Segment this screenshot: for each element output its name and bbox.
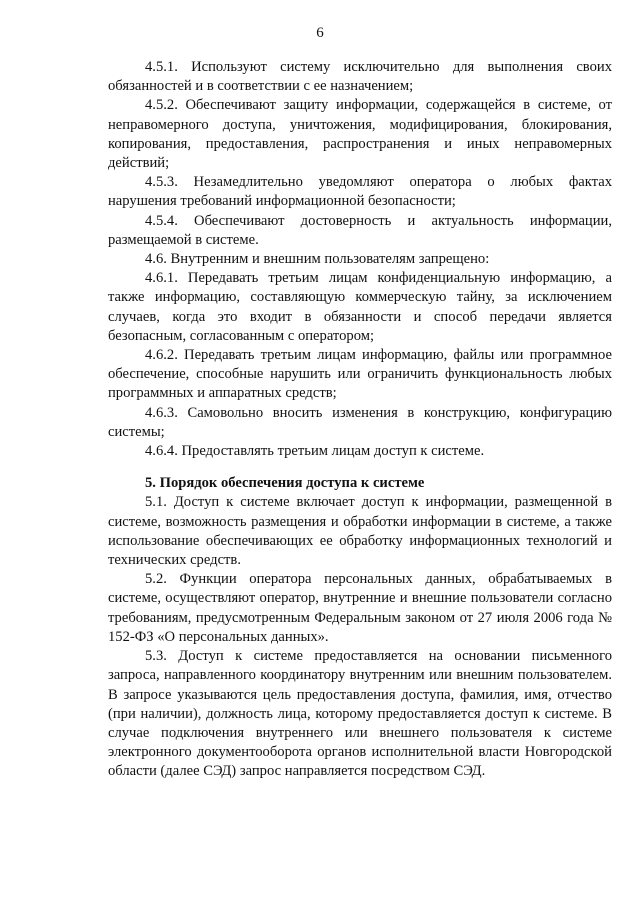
paragraph-4-6-4: 4.6.4. Предоставлять третьим лицам доступ к системе. [145, 443, 485, 460]
paragraph-4-6-3: 4.6.3. Самовольно вносить изменения в конструкцию, конфигурацию системы; [108, 404, 612, 440]
paragraph-4-6-1: 4.6.1. Передавать третьим лицам конфиденциальную информацию, а также информацию, составляющую коммерческую тайну, за исключением случаев, когда это входит в обязанности и способ передачи является безопасным, согласованным с оператором; [108, 270, 612, 344]
document-body [108, 58, 612, 782]
paragraph-4-5-1: 4.5.1. Используют систему исключительно для выполнения своих обязанностей и в соответствии с ее назначением; [108, 59, 612, 95]
section-heading: 5. Порядок обеспечения доступа к системе [145, 475, 425, 492]
paragraph-5-2: 5.2. Функции оператора персональных данных, обрабатываемых в системе, осуществляют оператор, внутренние и внешние пользователи согласно требованиям, предусмотренным Федеральным законом от 27 июля 2006 года № 152-ФЗ «О персональных данных». [108, 571, 612, 645]
page-number: 6 [316, 25, 324, 41]
paragraph-4-5-3: 4.5.3. Незамедлительно уведомляют оператора о любых фактах нарушения требований информационной безопасности; [108, 174, 612, 210]
paragraph-4-6-2: 4.6.2. Передавать третьим лицам информацию, файлы или программное обеспечение, способные нарушить или ограничить функциональность любых программных и аппаратных средств; [108, 347, 612, 402]
paragraph-5-1: 5.1. Доступ к системе включает доступ к информации, размещенной в системе, возможность размещения и обработки информации в системе, а также использование обеспечивающих ее обработку информационных технологий и технических средств. [108, 494, 612, 569]
paragraph-4-6: 4.6. Внутренним и внешним пользователям запрещено: [145, 251, 490, 268]
paragraph-4-5-4: 4.5.4. Обеспечивают достоверность и актуальность информации, размещаемой в системе. [108, 212, 612, 248]
paragraph-4-5-2: 4.5.2. Обеспечивают защиту информации, содержащейся в системе, от неправомерного доступа, уничтожения, модифицирования, блокирования, копирования, предоставления, распространения и иных неправомерных действий; [108, 97, 612, 172]
paragraph-5-3: 5.3. Доступ к системе предоставляется на основании письменного запроса, направленного координатору внутренним или внешним пользователем. В запросе указываются цель предоставления доступа, фамилия, имя, отчество (при наличии), должность лица, которому предоставляется доступ к системе. В случае подключения внутреннего или внешнего пользователя к системе электронного документооборота органов исполнительной власти Новгородской области (далее СЭД) запрос направляется посредством СЭД. [108, 648, 612, 780]
